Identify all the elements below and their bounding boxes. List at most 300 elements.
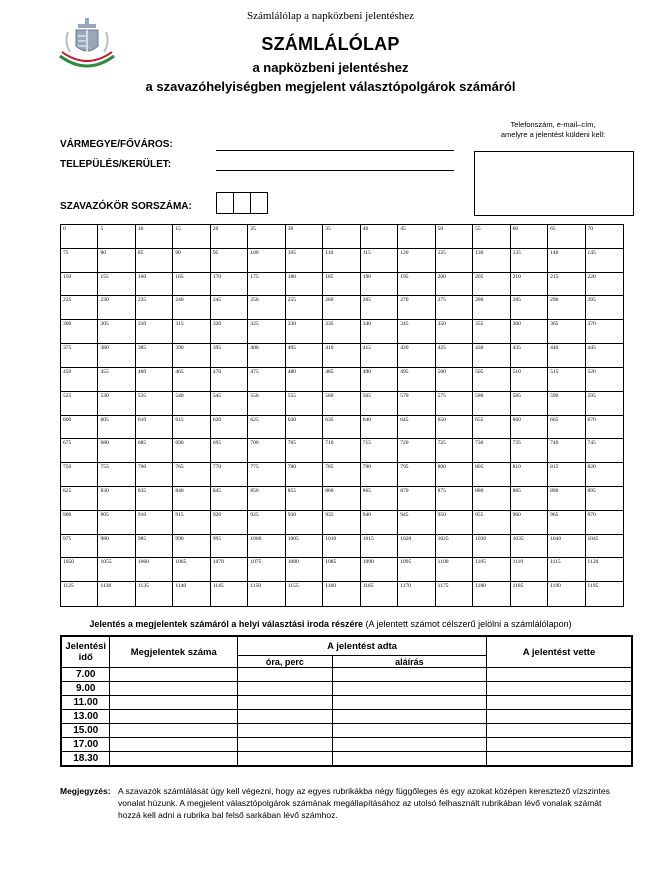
tally-cell[interactable]: 530 xyxy=(98,392,135,416)
tally-cell[interactable]: 115 xyxy=(361,249,398,273)
tally-cell[interactable]: 110 xyxy=(323,249,360,273)
report-hour-cell[interactable] xyxy=(238,724,333,738)
tally-cell[interactable]: 50 xyxy=(436,225,473,249)
tally-cell[interactable]: 1160 xyxy=(323,582,360,606)
contact-input-box[interactable] xyxy=(474,151,634,216)
tally-cell[interactable]: 1075 xyxy=(248,558,285,582)
tally-cell[interactable]: 70 xyxy=(586,225,623,249)
tally-cell[interactable]: 285 xyxy=(511,296,548,320)
tally-cell[interactable]: 195 xyxy=(398,273,435,297)
tally-cell[interactable]: 735 xyxy=(511,439,548,463)
tally-cell[interactable]: 945 xyxy=(398,511,435,535)
tally-cell[interactable]: 750 xyxy=(61,463,98,487)
tally-cell[interactable]: 270 xyxy=(398,296,435,320)
tally-cell[interactable]: 720 xyxy=(398,439,435,463)
tally-cell[interactable]: 780 xyxy=(286,463,323,487)
tally-cell[interactable]: 25 xyxy=(248,225,285,249)
tally-cell[interactable]: 1085 xyxy=(323,558,360,582)
tally-cell[interactable]: 1090 xyxy=(361,558,398,582)
report-time-cell: 18.30 xyxy=(61,752,110,767)
tally-cell[interactable]: 595 xyxy=(586,392,623,416)
tally-cell[interactable]: 225 xyxy=(61,296,98,320)
tally-cell[interactable]: 1120 xyxy=(586,558,623,582)
tally-cell[interactable]: 995 xyxy=(211,535,248,559)
report-row xyxy=(61,752,632,767)
tally-cell[interactable]: 625 xyxy=(248,416,285,440)
tally-cell[interactable]: 910 xyxy=(136,511,173,535)
report-time-cell: 13.00 xyxy=(61,710,110,724)
tally-cell[interactable]: 560 xyxy=(323,392,360,416)
tally-cell[interactable]: 600 xyxy=(61,416,98,440)
tally-cell[interactable]: 980 xyxy=(98,535,135,559)
tally-cell[interactable]: 990 xyxy=(173,535,210,559)
form-header-line: Számlálólap a napközbeni jelentéshez xyxy=(246,10,415,22)
tally-cell[interactable]: 125 xyxy=(436,249,473,273)
tally-cell[interactable]: 1185 xyxy=(511,582,548,606)
tally-cell[interactable]: 950 xyxy=(436,511,473,535)
tally-cell[interactable]: 635 xyxy=(323,416,360,440)
tally-cell[interactable]: 15 xyxy=(173,225,210,249)
tally-cell[interactable]: 335 xyxy=(323,320,360,344)
tally-cell[interactable]: 505 xyxy=(473,368,510,392)
report-row xyxy=(61,710,632,724)
tally-cell[interactable]: 845 xyxy=(211,487,248,511)
tally-cell[interactable]: 570 xyxy=(398,392,435,416)
tally-cell[interactable]: 1080 xyxy=(286,558,323,582)
tally-cell[interactable]: 700 xyxy=(248,439,285,463)
tally-cell[interactable]: 785 xyxy=(323,463,360,487)
tally-cell[interactable]: 445 xyxy=(586,344,623,368)
district-digit-box-1[interactable] xyxy=(216,192,234,214)
report-signature-cell[interactable] xyxy=(332,752,486,767)
tally-cell[interactable]: 865 xyxy=(361,487,398,511)
tally-cell[interactable]: 300 xyxy=(61,320,98,344)
tally-cell[interactable]: 1030 xyxy=(473,535,510,559)
tally-cell[interactable]: 1005 xyxy=(286,535,323,559)
tally-cell[interactable]: 155 xyxy=(98,273,135,297)
tally-cell[interactable]: 120 xyxy=(398,249,435,273)
tally-cell[interactable]: 205 xyxy=(473,273,510,297)
tally-cell[interactable]: 380 xyxy=(98,344,135,368)
page-subtitle-2: a szavazóhelyiségben megjelent választópolgárok számáról xyxy=(145,79,516,94)
report-count-cell[interactable] xyxy=(110,752,238,767)
tally-cell[interactable]: 355 xyxy=(473,320,510,344)
tally-cell[interactable]: 825 xyxy=(61,487,98,511)
report-signature-cell[interactable] xyxy=(332,682,486,696)
tally-cell[interactable]: 400 xyxy=(248,344,285,368)
report-hour-cell[interactable] xyxy=(238,752,333,767)
tally-cell[interactable]: 75 xyxy=(61,249,98,273)
tally-cell[interactable]: 40 xyxy=(361,225,398,249)
tally-cell[interactable]: 900 xyxy=(61,511,98,535)
tally-cell[interactable]: 790 xyxy=(361,463,398,487)
tally-cell[interactable]: 1170 xyxy=(398,582,435,606)
tally-cell[interactable]: 490 xyxy=(361,368,398,392)
tally-cell[interactable]: 695 xyxy=(211,439,248,463)
tally-cell[interactable]: 145 xyxy=(586,249,623,273)
tally-cell[interactable]: 1095 xyxy=(398,558,435,582)
tally-cell[interactable]: 965 xyxy=(548,511,585,535)
tally-cell[interactable]: 565 xyxy=(361,392,398,416)
tally-cell[interactable]: 800 xyxy=(436,463,473,487)
tally-cell[interactable]: 925 xyxy=(248,511,285,535)
tally-cell[interactable]: 970 xyxy=(586,511,623,535)
tally-cell[interactable]: 765 xyxy=(173,463,210,487)
tally-cell[interactable]: 390 xyxy=(173,344,210,368)
tally-cell[interactable]: 1040 xyxy=(548,535,585,559)
tally-cell[interactable]: 1135 xyxy=(136,582,173,606)
report-signature-cell[interactable] xyxy=(332,696,486,710)
report-hour-cell[interactable] xyxy=(238,738,333,752)
tally-cell[interactable]: 740 xyxy=(548,439,585,463)
tally-cell[interactable]: 810 xyxy=(511,463,548,487)
tally-cell[interactable]: 80 xyxy=(98,249,135,273)
county-field[interactable] xyxy=(216,150,454,151)
tally-cell[interactable]: 230 xyxy=(98,296,135,320)
tally-cell[interactable]: 550 xyxy=(248,392,285,416)
tally-cell[interactable]: 1105 xyxy=(473,558,510,582)
report-time-cell: 9.00 xyxy=(61,682,110,696)
report-count-cell[interactable] xyxy=(110,710,238,724)
tally-cell[interactable]: 875 xyxy=(436,487,473,511)
tally-cell[interactable]: 135 xyxy=(511,249,548,273)
tally-cell[interactable]: 590 xyxy=(548,392,585,416)
tally-cell[interactable]: 535 xyxy=(136,392,173,416)
tally-cell[interactable]: 525 xyxy=(61,392,98,416)
tally-cell[interactable]: 95 xyxy=(211,249,248,273)
tally-cell[interactable]: 985 xyxy=(136,535,173,559)
settlement-label: TELEPÜLÉS/KERÜLET: xyxy=(60,159,172,170)
report-title-note: (A jelentett számot célszerű jelölni a számlálólapon) xyxy=(363,619,572,629)
tally-cell[interactable]: 755 xyxy=(98,463,135,487)
tally-cell[interactable]: 60 xyxy=(511,225,548,249)
tally-cell[interactable]: 165 xyxy=(173,273,210,297)
report-count-cell[interactable] xyxy=(110,724,238,738)
tally-cell[interactable]: 575 xyxy=(436,392,473,416)
report-row xyxy=(61,738,632,752)
tally-cell[interactable]: 500 xyxy=(436,368,473,392)
tally-cell[interactable]: 650 xyxy=(436,416,473,440)
tally-cell[interactable]: 540 xyxy=(173,392,210,416)
tally-cell[interactable]: 1130 xyxy=(98,582,135,606)
tally-cell[interactable]: 580 xyxy=(473,392,510,416)
tally-cell[interactable]: 1180 xyxy=(473,582,510,606)
tally-cell[interactable]: 200 xyxy=(436,273,473,297)
tally-cell[interactable]: 795 xyxy=(398,463,435,487)
tally-cell[interactable]: 420 xyxy=(398,344,435,368)
tally-cell[interactable]: 835 xyxy=(136,487,173,511)
tally-cell[interactable]: 170 xyxy=(211,273,248,297)
report-receiver-cell[interactable] xyxy=(487,682,632,696)
tally-cell[interactable]: 1145 xyxy=(211,582,248,606)
tally-cell[interactable]: 920 xyxy=(211,511,248,535)
tally-cell[interactable]: 470 xyxy=(211,368,248,392)
tally-cell[interactable]: 605 xyxy=(98,416,135,440)
tally-cell[interactable]: 360 xyxy=(511,320,548,344)
tally-cell[interactable]: 240 xyxy=(173,296,210,320)
tally-cell[interactable]: 1025 xyxy=(436,535,473,559)
tally-cell[interactable]: 665 xyxy=(548,416,585,440)
tally-cell[interactable]: 495 xyxy=(398,368,435,392)
tally-cell[interactable]: 475 xyxy=(248,368,285,392)
tally-cell[interactable]: 515 xyxy=(548,368,585,392)
tally-cell[interactable]: 55 xyxy=(473,225,510,249)
tally-cell[interactable]: 275 xyxy=(436,296,473,320)
report-signature-cell[interactable] xyxy=(332,710,486,724)
tally-cell[interactable]: 890 xyxy=(548,487,585,511)
tally-cell[interactable]: 175 xyxy=(248,273,285,297)
tally-cell[interactable]: 880 xyxy=(473,487,510,511)
report-hour-cell[interactable] xyxy=(238,696,333,710)
tally-cell[interactable]: 705 xyxy=(286,439,323,463)
tally-cell[interactable]: 640 xyxy=(361,416,398,440)
report-time-cell: 15.00 xyxy=(61,724,110,738)
tally-cell[interactable]: 870 xyxy=(398,487,435,511)
report-row xyxy=(61,682,632,696)
report-row xyxy=(61,668,632,682)
tally-cell[interactable]: 480 xyxy=(286,368,323,392)
tally-cell[interactable]: 690 xyxy=(173,439,210,463)
district-digit-box-3[interactable] xyxy=(250,192,268,214)
tally-cell[interactable]: 45 xyxy=(398,225,435,249)
tally-cell[interactable]: 745 xyxy=(586,439,623,463)
tally-cell[interactable]: 405 xyxy=(286,344,323,368)
report-hour-cell[interactable] xyxy=(238,668,333,682)
tally-cell[interactable]: 1125 xyxy=(61,582,98,606)
tally-cell[interactable]: 215 xyxy=(548,273,585,297)
tally-cell[interactable]: 10 xyxy=(136,225,173,249)
tally-cell[interactable]: 290 xyxy=(548,296,585,320)
tally-cell[interactable]: 1100 xyxy=(436,558,473,582)
tally-cell[interactable]: 775 xyxy=(248,463,285,487)
tally-cell[interactable]: 1035 xyxy=(511,535,548,559)
tally-cell[interactable]: 450 xyxy=(61,368,98,392)
tally-cell[interactable]: 185 xyxy=(323,273,360,297)
tally-cell[interactable]: 435 xyxy=(511,344,548,368)
tally-cell[interactable]: 280 xyxy=(473,296,510,320)
tally-cell[interactable]: 555 xyxy=(286,392,323,416)
tally-cell[interactable]: 935 xyxy=(323,511,360,535)
tally-cell[interactable]: 385 xyxy=(136,344,173,368)
tally-cell[interactable]: 350 xyxy=(436,320,473,344)
tally-cell[interactable]: 345 xyxy=(398,320,435,344)
tally-cell[interactable]: 670 xyxy=(586,416,623,440)
tally-cell[interactable]: 1055 xyxy=(98,558,135,582)
tally-cell[interactable]: 410 xyxy=(323,344,360,368)
report-signature-cell[interactable] xyxy=(332,668,486,682)
report-count-cell[interactable] xyxy=(110,696,238,710)
tally-cell[interactable]: 100 xyxy=(248,249,285,273)
report-receiver-cell[interactable] xyxy=(487,752,632,767)
tally-cell[interactable]: 160 xyxy=(136,273,173,297)
tally-cell[interactable]: 805 xyxy=(473,463,510,487)
tally-cell[interactable]: 630 xyxy=(286,416,323,440)
tally-cell[interactable]: 460 xyxy=(136,368,173,392)
tally-cell[interactable]: 655 xyxy=(473,416,510,440)
tally-cell[interactable]: 1060 xyxy=(136,558,173,582)
report-receiver-cell[interactable] xyxy=(487,724,632,738)
tally-cell[interactable]: 1155 xyxy=(286,582,323,606)
tally-cell[interactable]: 1195 xyxy=(587,583,599,590)
tally-cell[interactable]: 660 xyxy=(511,416,548,440)
tally-cell[interactable]: 65 xyxy=(548,225,585,249)
page-subtitle-1: a napközbeni jelentéshez xyxy=(252,60,409,75)
tally-cell[interactable]: 265 xyxy=(361,296,398,320)
tally-cell[interactable]: 305 xyxy=(98,320,135,344)
tally-cell[interactable]: 340 xyxy=(361,320,398,344)
tally-cell[interactable]: 30 xyxy=(286,225,323,249)
tally-cell[interactable]: 295 xyxy=(586,296,623,320)
tally-cell[interactable]: 260 xyxy=(323,296,360,320)
tally-cell[interactable]: 370 xyxy=(586,320,623,344)
tally-cell[interactable]: 190 xyxy=(361,273,398,297)
tally-cell[interactable]: 210 xyxy=(511,273,548,297)
tally-cell[interactable]: 1045 xyxy=(586,535,623,559)
tally-cell[interactable]: 1115 xyxy=(548,558,585,582)
tally-cell[interactable]: 90 xyxy=(173,249,210,273)
tally-cell[interactable]: 455 xyxy=(98,368,135,392)
tally-cell[interactable]: 365 xyxy=(548,320,585,344)
tally-cell[interactable]: 1020 xyxy=(398,535,435,559)
tally-cell[interactable]: 645 xyxy=(398,416,435,440)
tally-cell[interactable]: 220 xyxy=(586,273,623,297)
report-count-cell[interactable] xyxy=(110,668,238,682)
tally-cell[interactable]: 465 xyxy=(173,368,210,392)
tally-cell[interactable]: 1110 xyxy=(511,558,548,582)
tally-cell[interactable]: 820 xyxy=(586,463,623,487)
tally-cell[interactable]: 620 xyxy=(211,416,248,440)
report-time-cell: 11.00 xyxy=(61,696,110,710)
tally-cell[interactable]: 860 xyxy=(323,487,360,511)
tally-cell[interactable]: 150 xyxy=(61,273,98,297)
tally-cell[interactable]: 35 xyxy=(323,225,360,249)
tally-cell[interactable]: 130 xyxy=(473,249,510,273)
tally-cell[interactable]: 1070 xyxy=(211,558,248,582)
tally-cell[interactable]: 1165 xyxy=(361,582,398,606)
col-attendance-count: Megjelentek száma xyxy=(110,636,238,668)
tally-cell[interactable]: 770 xyxy=(211,463,248,487)
tally-cell[interactable]: 430 xyxy=(473,344,510,368)
tally-cell[interactable]: 940 xyxy=(361,511,398,535)
tally-cell[interactable]: 105 xyxy=(286,249,323,273)
tally-cell[interactable]: 180 xyxy=(286,273,323,297)
tally-cell[interactable]: 520 xyxy=(586,368,623,392)
col-report-time: Jelentési idő xyxy=(61,636,110,668)
tally-cell[interactable]: 830 xyxy=(98,487,135,511)
col-signature: aláírás xyxy=(332,656,486,668)
report-count-cell[interactable] xyxy=(110,682,238,696)
tally-cell[interactable]: 320 xyxy=(211,320,248,344)
tally-cell[interactable]: 710 xyxy=(323,439,360,463)
tally-cell[interactable]: 1065 xyxy=(173,558,210,582)
tally-cell[interactable]: 325 xyxy=(248,320,285,344)
tally-cell[interactable]: 675 xyxy=(61,439,98,463)
report-section-title xyxy=(0,619,661,629)
tally-cell[interactable]: 1050 xyxy=(61,558,98,582)
tally-cell[interactable]: 485 xyxy=(323,368,360,392)
report-signature-cell[interactable] xyxy=(332,724,486,738)
tally-cell[interactable]: 310 xyxy=(136,320,173,344)
tally-cell[interactable]: 5 xyxy=(98,225,135,249)
tally-cell[interactable]: 140 xyxy=(548,249,585,273)
tally-cell[interactable]: 255 xyxy=(286,296,323,320)
tally-cell[interactable]: 440 xyxy=(548,344,585,368)
report-row xyxy=(61,724,632,738)
tally-cell[interactable]: 1000 xyxy=(248,535,285,559)
tally-cell[interactable]: 395 xyxy=(211,344,248,368)
report-receiver-cell[interactable] xyxy=(487,696,632,710)
tally-cell[interactable]: 930 xyxy=(286,511,323,535)
report-hour-cell[interactable] xyxy=(238,710,333,724)
note-text: A szavazók számlálását úgy kell végezni, hogy az egyes rubrikákba négy függőleges és egy azokat középen keresztező vízszintes vonalat húzunk. A megjelent választópolgárok számának megállapításához az utolsó felhasznált rubrikában lévő vonalak számát hozzá kell adni a rubrika bal felső sarkában lévő számhoz. xyxy=(118,786,610,820)
tally-cell[interactable]: 330 xyxy=(286,320,323,344)
tally-cell[interactable]: 250 xyxy=(248,296,285,320)
note-label: Megjegyzés: xyxy=(60,786,111,796)
report-hour-cell[interactable] xyxy=(238,682,333,696)
tally-cell[interactable]: 960 xyxy=(511,511,548,535)
county-label: VÁRMEGYE/FŐVÁROS: xyxy=(60,139,173,150)
tally-cell[interactable]: 955 xyxy=(473,511,510,535)
tally-cell[interactable]: 20 xyxy=(211,225,248,249)
tally-cell[interactable]: 1140 xyxy=(173,582,210,606)
report-count-cell[interactable] xyxy=(110,738,238,752)
tally-cell[interactable]: 1190 xyxy=(548,582,585,606)
tally-cell[interactable]: 855 xyxy=(286,487,323,511)
settlement-field[interactable] xyxy=(216,170,454,171)
tally-cell[interactable]: 0 xyxy=(61,225,98,249)
report-receiver-cell[interactable] xyxy=(487,710,632,724)
tally-cell[interactable]: 615 xyxy=(173,416,210,440)
tally-cell[interactable]: 510 xyxy=(511,368,548,392)
tally-cell[interactable]: 715 xyxy=(361,439,398,463)
tally-cell[interactable]: 685 xyxy=(136,439,173,463)
tally-cell[interactable]: 850 xyxy=(248,487,285,511)
tally-cell[interactable]: 1010 xyxy=(323,535,360,559)
page-title: SZÁMLÁLÓLAP xyxy=(261,34,400,54)
tally-cell[interactable]: 885 xyxy=(511,487,548,511)
tally-cell[interactable]: 730 xyxy=(473,439,510,463)
tally-cell[interactable]: 585 xyxy=(511,392,548,416)
tally-cell[interactable]: 840 xyxy=(173,487,210,511)
tally-cell[interactable]: 415 xyxy=(361,344,398,368)
tally-cell[interactable]: 315 xyxy=(173,320,210,344)
report-signature-cell[interactable] xyxy=(332,738,486,752)
contact-label xyxy=(478,120,628,140)
tally-cell[interactable]: 235 xyxy=(136,296,173,320)
tally-cell[interactable]: 975 xyxy=(61,535,98,559)
tally-cell[interactable]: 815 xyxy=(548,463,585,487)
tally-cell[interactable]: 915 xyxy=(173,511,210,535)
tally-cell[interactable]: 905 xyxy=(98,511,135,535)
tally-cell[interactable]: 425 xyxy=(436,344,473,368)
tally-cell[interactable]: 760 xyxy=(136,463,173,487)
tally-cell[interactable]: 545 xyxy=(211,392,248,416)
tally-cell[interactable]: 1150 xyxy=(248,582,285,606)
tally-cell[interactable]: 725 xyxy=(436,439,473,463)
tally-cell[interactable]: 610 xyxy=(136,416,173,440)
tally-cell[interactable]: 85 xyxy=(136,249,173,273)
tally-cell[interactable]: 895 xyxy=(586,487,623,511)
tally-cell[interactable]: 245 xyxy=(211,296,248,320)
note-block xyxy=(60,785,620,820)
tally-cell[interactable]: 680 xyxy=(98,439,135,463)
tally-cell[interactable]: 1175 xyxy=(436,582,473,606)
report-receiver-cell[interactable] xyxy=(487,668,632,682)
district-digit-box-2[interactable] xyxy=(233,192,251,214)
report-receiver-cell[interactable] xyxy=(487,738,632,752)
tally-cell[interactable]: 375 xyxy=(61,344,98,368)
tally-cell[interactable]: 1015 xyxy=(361,535,398,559)
